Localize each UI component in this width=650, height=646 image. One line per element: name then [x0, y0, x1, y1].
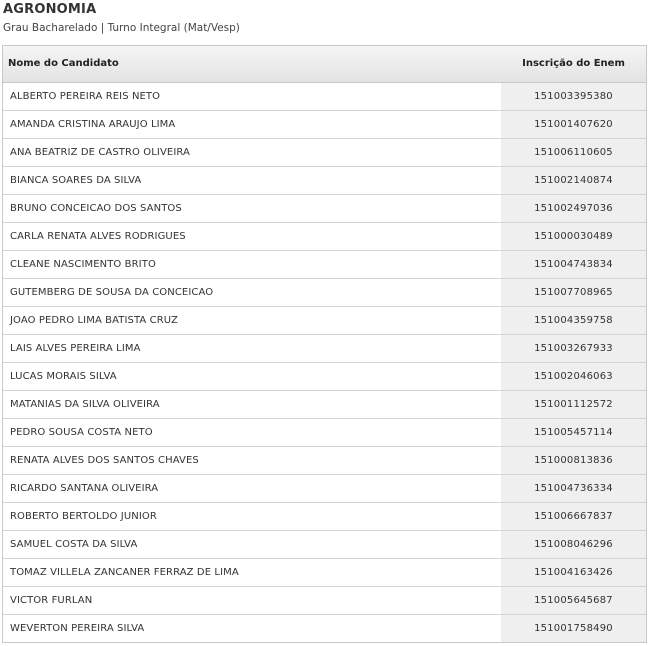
- candidate-name-cell: BRUNO CONCEICAO DOS SANTOS: [3, 194, 501, 222]
- candidate-name-cell: MATANIAS DA SILVA OLIVEIRA: [3, 390, 501, 418]
- table-row: [3, 558, 646, 586]
- candidate-name-cell: SAMUEL COSTA DA SILVA: [3, 530, 501, 558]
- table-row: [3, 390, 646, 418]
- candidate-name-cell: RICARDO SANTANA OLIVEIRA: [3, 474, 501, 502]
- table-header-row: [3, 46, 646, 82]
- enem-registration-cell: 151003395380: [501, 82, 646, 110]
- candidate-name-cell: PEDRO SOUSA COSTA NETO: [3, 418, 501, 446]
- enem-registration-cell: 151004359758: [501, 306, 646, 334]
- enem-registration-cell: 151002046063: [501, 362, 646, 390]
- table-row: [3, 110, 646, 138]
- enem-registration-cell: 151005457114: [501, 418, 646, 446]
- table-row: [3, 250, 646, 278]
- enem-registration-cell: 151004743834: [501, 250, 646, 278]
- enem-registration-cell: 151006110605: [501, 138, 646, 166]
- table-row: [3, 474, 646, 502]
- enem-registration-cell: 151005645687: [501, 586, 646, 614]
- candidate-name-cell: CLEANE NASCIMENTO BRITO: [3, 250, 501, 278]
- candidate-name-cell: GUTEMBERG DE SOUSA DA CONCEICAO: [3, 278, 501, 306]
- candidate-name-cell: ROBERTO BERTOLDO JUNIOR: [3, 502, 501, 530]
- table-row: [3, 82, 646, 110]
- column-header-name: Nome do Candidato: [3, 46, 501, 82]
- table-row: [3, 306, 646, 334]
- enem-registration-cell: 151000813836: [501, 446, 646, 474]
- course-title: AGRONOMIA: [3, 2, 97, 17]
- enem-registration-cell: 151002497036: [501, 194, 646, 222]
- candidate-name-cell: LAIS ALVES PEREIRA LIMA: [3, 334, 501, 362]
- enem-registration-cell: 151004736334: [501, 474, 646, 502]
- candidate-name-cell: WEVERTON PEREIRA SILVA: [3, 614, 501, 642]
- enem-registration-cell: 151002140874: [501, 166, 646, 194]
- table-row: [3, 334, 646, 362]
- table-row: [3, 530, 646, 558]
- table-row: [3, 222, 646, 250]
- enem-registration-cell: 151001758490: [501, 614, 646, 642]
- enem-registration-cell: 151007708965: [501, 278, 646, 306]
- candidate-name-cell: BIANCA SOARES DA SILVA: [3, 166, 501, 194]
- enem-registration-cell: 151008046296: [501, 530, 646, 558]
- candidate-name-cell: LUCAS MORAIS SILVA: [3, 362, 501, 390]
- candidates-table-container: [2, 45, 647, 643]
- table-row: [3, 138, 646, 166]
- table-row: [3, 418, 646, 446]
- candidate-name-cell: CARLA RENATA ALVES RODRIGUES: [3, 222, 501, 250]
- candidates-table: [3, 46, 646, 642]
- candidate-name-cell: JOAO PEDRO LIMA BATISTA CRUZ: [3, 306, 501, 334]
- table-row: [3, 194, 646, 222]
- table-row: [3, 446, 646, 474]
- table-row: [3, 614, 646, 642]
- candidate-name-cell: TOMAZ VILLELA ZANCANER FERRAZ DE LIMA: [3, 558, 501, 586]
- enem-registration-cell: 151001407620: [501, 110, 646, 138]
- enem-registration-cell: 151006667837: [501, 502, 646, 530]
- candidate-name-cell: RENATA ALVES DOS SANTOS CHAVES: [3, 446, 501, 474]
- table-header: [3, 46, 646, 82]
- enem-registration-cell: 151001112572: [501, 390, 646, 418]
- candidate-name-cell: AMANDA CRISTINA ARAUJO LIMA: [3, 110, 501, 138]
- candidate-name-cell: ALBERTO PEREIRA REIS NETO: [3, 82, 501, 110]
- candidate-name-cell: VICTOR FURLAN: [3, 586, 501, 614]
- candidate-name-cell: ANA BEATRIZ DE CASTRO OLIVEIRA: [3, 138, 501, 166]
- table-row: [3, 278, 646, 306]
- table-body: [3, 82, 646, 642]
- enem-registration-cell: 151004163426: [501, 558, 646, 586]
- column-header-enem: Inscrição do Enem: [501, 46, 646, 82]
- enem-registration-cell: 151003267933: [501, 334, 646, 362]
- table-row: [3, 586, 646, 614]
- table-row: [3, 166, 646, 194]
- table-row: [3, 362, 646, 390]
- table-row: [3, 502, 646, 530]
- enem-registration-cell: 151000030489: [501, 222, 646, 250]
- course-subtitle: Grau Bacharelado | Turno Integral (Mat/Vesp): [3, 22, 240, 34]
